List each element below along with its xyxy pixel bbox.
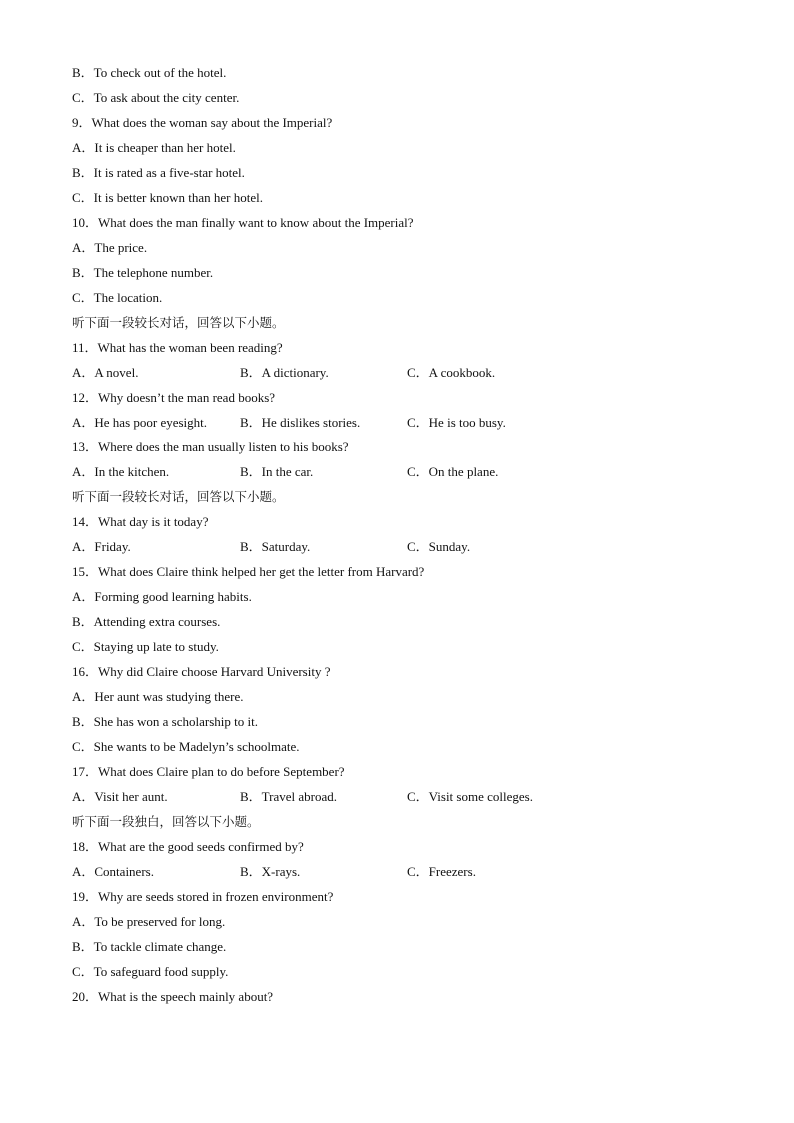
option-line: B．The telephone number. bbox=[72, 265, 214, 280]
section-instruction: 听下面一段较长对话，回答以下小题。 bbox=[72, 315, 285, 330]
question-9: 9．What does the woman say about the Imperial? bbox=[72, 115, 333, 130]
option-b: B．He dislikes stories. bbox=[240, 415, 361, 430]
option-line: B．Attending extra courses. bbox=[72, 614, 221, 629]
question-12: 12．Why doesn’t the man read books? bbox=[72, 390, 276, 405]
section-instruction: 听下面一段独白，回答以下小题。 bbox=[72, 814, 260, 829]
option-line: C．To ask about the city center. bbox=[72, 90, 240, 105]
option-a: A．Containers. bbox=[72, 864, 154, 879]
option-b: B．In the car. bbox=[240, 464, 314, 479]
option-line: B．It is rated as a five-star hotel. bbox=[72, 165, 245, 180]
option-c: C．Visit some colleges. bbox=[407, 789, 533, 804]
option-b: B．Travel abroad. bbox=[240, 789, 338, 804]
option-a: A．Friday. bbox=[72, 539, 131, 554]
option-b: B．Saturday. bbox=[240, 539, 311, 554]
option-line: A．It is cheaper than her hotel. bbox=[72, 140, 236, 155]
option-b: B．X-rays. bbox=[240, 864, 301, 879]
option-a: A．Visit her aunt. bbox=[72, 789, 168, 804]
question-10: 10．What does the man finally want to know about the Imperial? bbox=[72, 215, 414, 230]
option-line: C．Staying up late to study. bbox=[72, 639, 219, 654]
question-19: 19．Why are seeds stored in frozen environment? bbox=[72, 889, 334, 904]
option-c: C．A cookbook. bbox=[407, 365, 496, 380]
option-c: C．Sunday. bbox=[407, 539, 471, 554]
option-c: C．On the plane. bbox=[407, 464, 499, 479]
option-a: A．A novel. bbox=[72, 365, 139, 380]
question-11: 11．What has the woman been reading? bbox=[72, 340, 283, 355]
question-16: 16．Why did Claire choose Harvard University ? bbox=[72, 664, 331, 679]
option-line: A．Forming good learning habits. bbox=[72, 589, 252, 604]
option-line: C．She wants to be Madelyn’s schoolmate. bbox=[72, 739, 300, 754]
option-c: C．He is too busy. bbox=[407, 415, 506, 430]
option-b: B．A dictionary. bbox=[240, 365, 329, 380]
option-a: A．He has poor eyesight. bbox=[72, 415, 208, 430]
option-line: A．The price. bbox=[72, 240, 148, 255]
option-a: A．In the kitchen. bbox=[72, 464, 170, 479]
option-line: C．To safeguard food supply. bbox=[72, 964, 229, 979]
option-line: A．To be preserved for long. bbox=[72, 914, 226, 929]
option-c: C．Freezers. bbox=[407, 864, 476, 879]
option-line: C．It is better known than her hotel. bbox=[72, 190, 263, 205]
option-line: A．Her aunt was studying there. bbox=[72, 689, 244, 704]
section-instruction: 听下面一段较长对话，回答以下小题。 bbox=[72, 489, 285, 504]
question-18: 18．What are the good seeds confirmed by? bbox=[72, 839, 304, 854]
question-13: 13．Where does the man usually listen to his books? bbox=[72, 439, 349, 454]
option-line: C．The location. bbox=[72, 290, 163, 305]
question-15: 15．What does Claire think helped her get the letter from Harvard? bbox=[72, 564, 425, 579]
option-line: B．To check out of the hotel. bbox=[72, 65, 227, 80]
question-14: 14．What day is it today? bbox=[72, 514, 209, 529]
option-line: B．To tackle climate change. bbox=[72, 939, 227, 954]
option-line: B．She has won a scholarship to it. bbox=[72, 714, 258, 729]
question-20: 20．What is the speech mainly about? bbox=[72, 989, 274, 1004]
question-17: 17．What does Claire plan to do before September? bbox=[72, 764, 345, 779]
